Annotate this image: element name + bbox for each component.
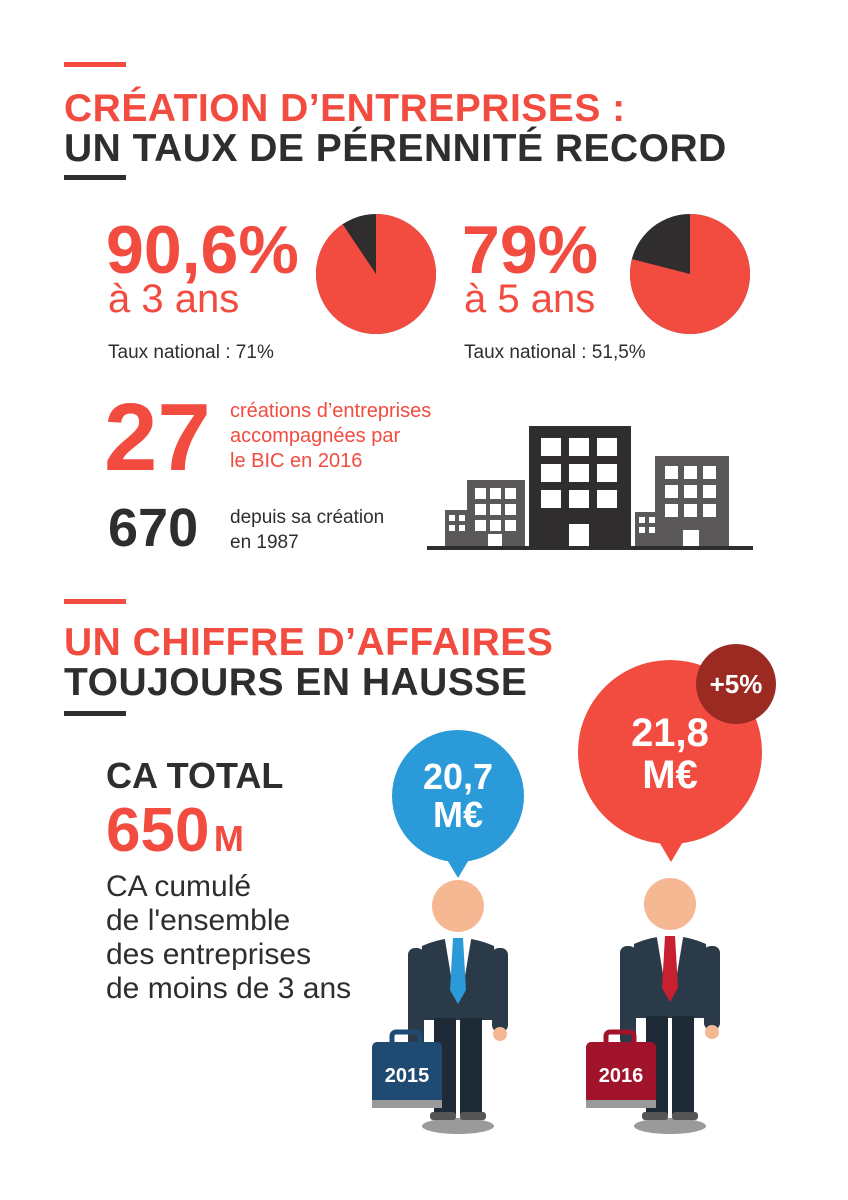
section1-title-line2: UN TAUX DE PÉRENNITÉ RECORD [64,127,727,170]
stat2-period: à 5 ans [464,277,596,321]
year-2016: 2016 [598,1065,644,1087]
section2-bottom-rule [64,711,126,716]
ca-description [106,870,351,1006]
ca-desc-line2: de l'ensemble [106,904,291,937]
stat1-pie-chart [314,212,438,336]
unit-2016: M€ [642,753,698,797]
ca-desc-line1: CA cumulé [106,870,252,903]
ca-desc-line3: des entreprises [106,938,312,971]
right-hand-2015 [493,1027,507,1041]
creations-line2: accompagnées par [230,425,401,447]
right-leg-2015 [460,1018,482,1114]
creations-total-line2: en 1987 [230,532,299,553]
shadow-2015 [422,1118,494,1134]
briefcase-base-2015 [372,1100,442,1108]
head-2016 [644,878,696,930]
bubble-2015-text [392,758,524,834]
section2-title-line2: TOUJOURS EN HAUSSE [64,661,528,704]
creations-count: 27 [104,384,211,491]
bubble-2015-tail [446,858,470,878]
ca-label: CA TOTAL [106,755,284,796]
shoe-left-2016 [642,1112,668,1120]
section2-title-line1: UN CHIFFRE D’AFFAIRES [64,621,554,664]
creations-total: 670 [108,498,199,558]
briefcase-base-2016 [586,1100,656,1108]
amount-2016: 21,8 [631,711,709,755]
right-hand-2016 [705,1025,719,1039]
year-2015: 2015 [384,1065,430,1087]
bubble-2016-text [598,712,742,796]
section1-title-line1: CRÉATION D’ENTREPRISES : [64,87,626,130]
stat1-national: Taux national : 71% [108,342,274,363]
shoe-right-2015 [460,1112,486,1120]
head-2015 [432,880,484,932]
creations-line3: le BIC en 2016 [230,450,363,472]
stat2-pie-chart [628,212,752,336]
amount-2015: 20,7 [422,756,494,797]
stat2-value: 79% [462,212,599,288]
creations-total-line1: depuis sa création [230,507,385,528]
growth-text: +5% [709,669,763,699]
ca-value: 650 [106,796,210,865]
buildings-illustration [425,420,755,555]
section2-top-rule [64,599,126,604]
ca-desc-line4: de moins de 3 ans [106,972,352,1005]
stat1-period: à 3 ans [108,277,240,321]
right-arm-2015 [492,948,508,1032]
ca-unit: M [213,818,244,859]
shoe-left-2015 [430,1112,456,1120]
shoe-right-2016 [672,1112,698,1120]
stat2-national: Taux national : 51,5% [464,342,646,363]
ca-total [106,796,244,874]
creations-line1: créations d’entreprises [230,400,432,422]
bubble-2016-tail [658,840,684,862]
right-arm-2016 [704,946,720,1030]
stat1-value: 90,6% [106,212,299,288]
right-leg-2016 [672,1016,694,1114]
shadow-2016 [634,1118,706,1134]
unit-2015: M€ [432,794,483,835]
section1-bottom-rule [64,175,126,180]
section1-top-rule [64,62,126,67]
